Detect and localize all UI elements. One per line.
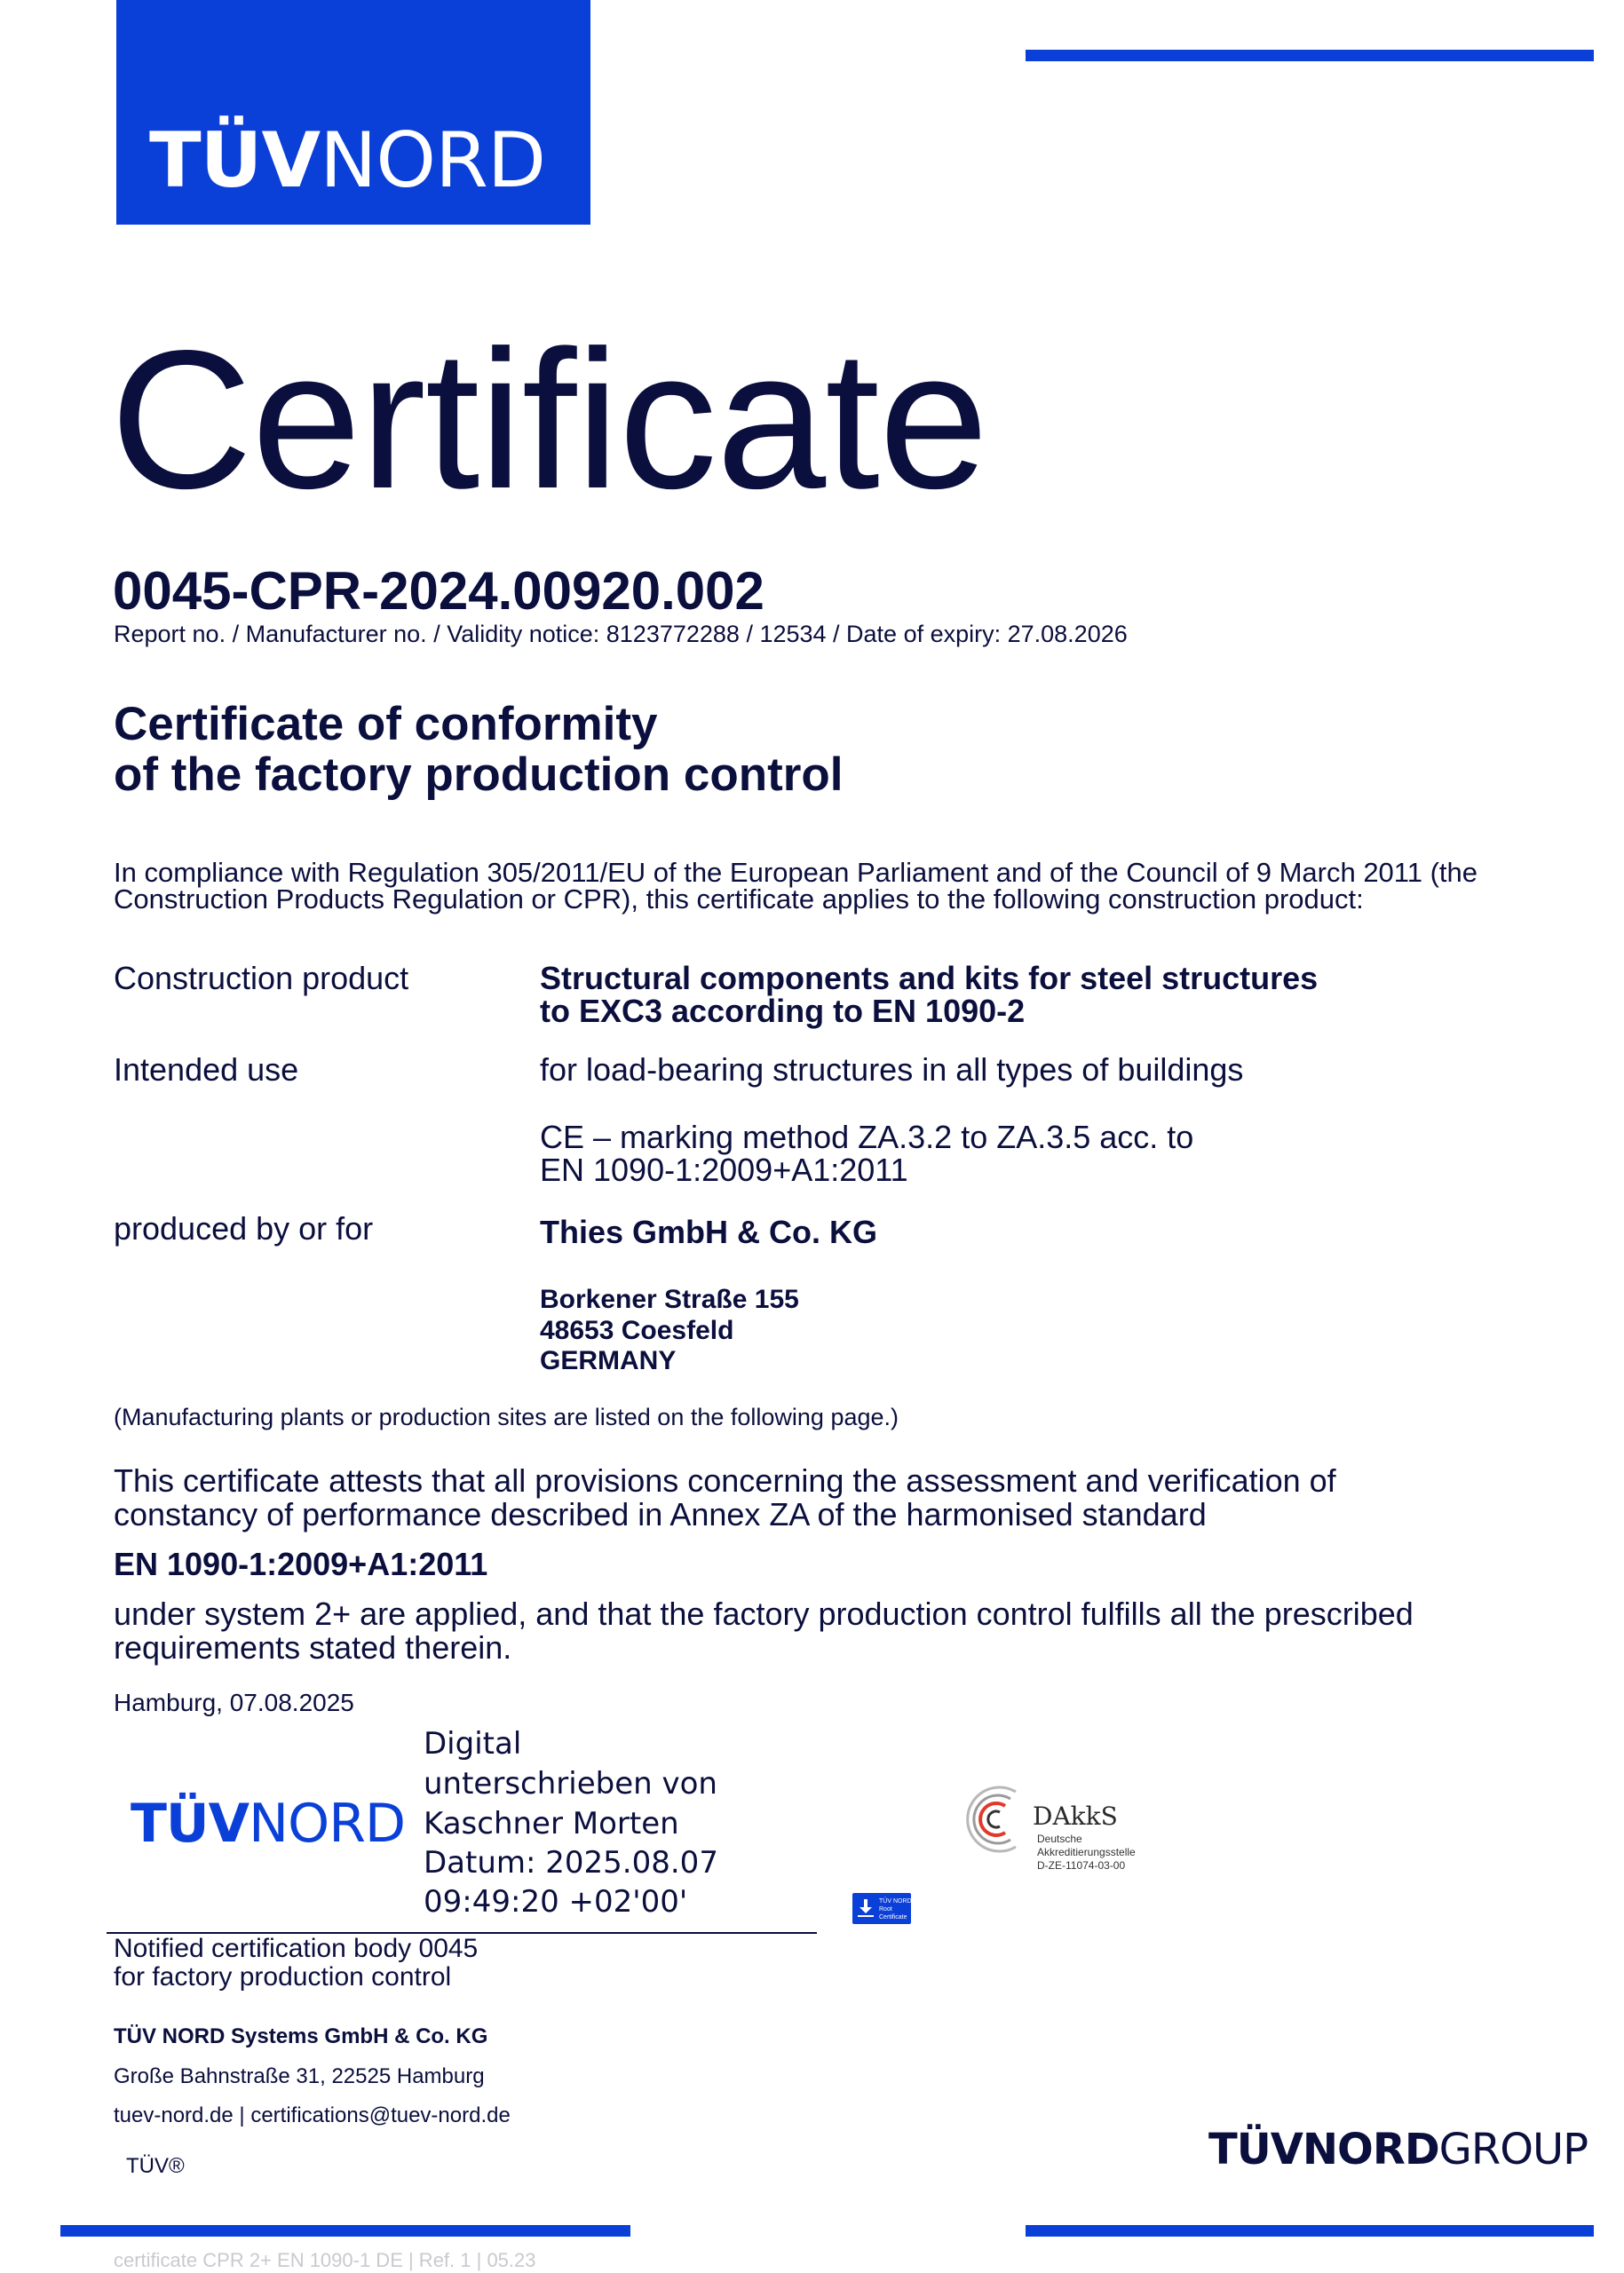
dakks-emblem-icon xyxy=(961,1779,1032,1859)
sites-note: (Manufacturing plants or production sites are listed on the following page.) xyxy=(114,1404,899,1430)
heading-line-2: of the factory production control xyxy=(114,748,844,801)
stamp-line-1: TÜV NORD xyxy=(879,1898,912,1905)
intended-use-text: for load-bearing structures in all types of buildings xyxy=(540,1051,1244,1088)
manufacturer-country: GERMANY xyxy=(540,1346,677,1375)
digital-signature-line-1: Digital xyxy=(424,1726,522,1762)
signature-logo-bold: TÜV xyxy=(131,1793,250,1855)
compliance-text-line-1: In compliance with Regulation 305/2011/EU of the European Parliament and of the Council of 9 March 2011 (the xyxy=(114,857,1478,888)
notified-body-line-1: Notified certification body 0045 xyxy=(114,1934,479,1963)
stamp-line-3: Certificate xyxy=(879,1914,907,1921)
document-reference: certificate CPR 2+ EN 1090-1 DE | Ref. 1 | 05.23 xyxy=(114,2249,536,2271)
attestation-line-4: requirements stated therein. xyxy=(114,1629,512,1666)
digital-signature-signer: Kaschner Morten xyxy=(424,1806,679,1841)
tuv-nord-group-logo xyxy=(1208,2125,1588,2174)
group-logo-light: GROUP xyxy=(1438,2125,1588,2174)
signature-tuv-nord-logo xyxy=(131,1793,406,1855)
compliance-text-line-2: Construction Products Regulation or CPR), this certificate applies to the following construction product: xyxy=(114,883,1364,915)
ce-marking-line-1: CE – marking method ZA.3.2 to ZA.3.5 acc. to xyxy=(540,1119,1194,1155)
tuv-trademark: TÜV® xyxy=(126,2154,185,2178)
attestation-line-1: This certificate attests that all provisions concerning the assessment and verification of xyxy=(114,1462,1336,1499)
logo-regular-part: NORD xyxy=(320,116,546,205)
bottom-right-blue-rule xyxy=(1026,2225,1594,2237)
construction-product-line-2: to EXC3 according to EN 1090-2 xyxy=(540,993,1026,1029)
digital-signature-line-2: unterschrieben von xyxy=(424,1766,717,1802)
heading-line-1: Certificate of conformity xyxy=(114,698,658,750)
construction-product-line-1: Structural components and kits for steel structures xyxy=(540,960,1319,996)
dakks-line-1: Deutsche xyxy=(1037,1833,1082,1845)
report-line: Report no. / Manufacturer no. / Validity notice: 8123772288 / 12534 / Date of expiry: 27.08.2026 xyxy=(114,621,1128,647)
download-certificate-icon xyxy=(856,1897,875,1919)
dakks-id: D-ZE-11074-03-00 xyxy=(1037,1859,1126,1872)
dakks-name: DAkkS xyxy=(1033,1802,1118,1831)
intended-use-label: Intended use xyxy=(114,1051,299,1088)
group-logo-bold: TÜV xyxy=(1208,2125,1303,2174)
organization-contact: tuev-nord.de | certifications@tuev-nord.de xyxy=(114,2103,511,2127)
manufacturer-name: Thies GmbH & Co. KG xyxy=(540,1214,878,1250)
page-title: Certificate xyxy=(110,310,988,530)
manufacturer-city: 48653 Coesfeld xyxy=(540,1316,734,1345)
signature-logo-regular: NORD xyxy=(249,1793,406,1855)
harmonised-standard: EN 1090-1:2009+A1:2011 xyxy=(114,1546,488,1582)
group-logo-mid: NORD xyxy=(1302,2125,1439,2174)
construction-product-label: Construction product xyxy=(114,960,409,996)
place-and-date: Hamburg, 07.08.2025 xyxy=(114,1689,354,1716)
stamp-line-2: Root xyxy=(879,1906,892,1913)
manufacturer-street: Borkener Straße 155 xyxy=(540,1285,799,1314)
notified-body-line-2: for factory production control xyxy=(114,1962,452,1992)
organization-address: Große Bahnstraße 31, 22525 Hamburg xyxy=(114,2064,485,2088)
attestation-line-3: under system 2+ are applied, and that the factory production control fulfills all the prescribed xyxy=(114,1596,1414,1632)
digital-signature-date: Datum: 2025.08.07 xyxy=(424,1845,718,1881)
produced-by-label: produced by or for xyxy=(114,1210,374,1247)
ce-marking-line-2: EN 1090-1:2009+A1:2011 xyxy=(540,1152,908,1188)
attestation-line-2: constancy of performance described in Annex ZA of the harmonised standard xyxy=(114,1496,1207,1532)
tuv-nord-logo xyxy=(149,116,546,205)
bottom-left-blue-rule xyxy=(60,2225,630,2237)
certificate-number: 0045-CPR-2024.00920.002 xyxy=(113,561,764,621)
digital-signature-time: 09:49:20 +02'00' xyxy=(424,1884,688,1920)
organization-name: TÜV NORD Systems GmbH & Co. KG xyxy=(114,2024,488,2048)
top-blue-rule xyxy=(1026,50,1594,61)
dakks-line-2: Akkreditierungsstelle xyxy=(1037,1846,1136,1858)
logo-bold-part: TÜV xyxy=(149,116,321,205)
